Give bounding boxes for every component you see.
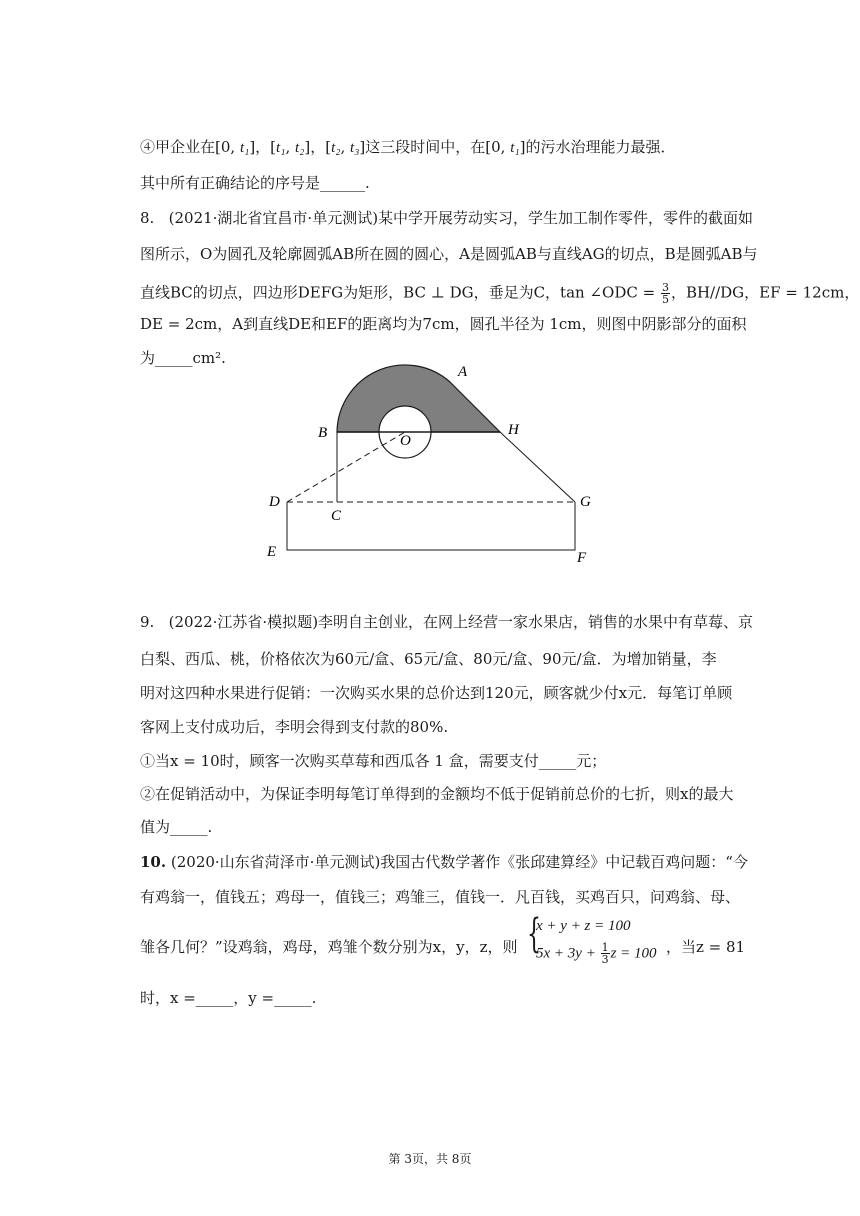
label-B: B	[318, 425, 328, 441]
q8-line-3: 直线BC的切点，四边形DEFG为矩形，BC ⊥ DG，垂足为C，tan ∠ODC = $\frac{3}{5}$ ，BH//DG，EF = 12cm，	[140, 281, 860, 306]
q8-line-4: DE = 2cm，A到直线DE和EF的距离均为7cm，圆孔半径为 1cm，则图中阴影部分的面积	[140, 315, 747, 333]
label-H: H	[508, 422, 519, 438]
page-footer: 第 3页，共 8页	[388, 1152, 472, 1166]
q9-line-2: 白梨、西瓜、桃，价格依次为60元/盒、65元/盒、80元/盒、90元/盒．为增加销量，李	[140, 650, 717, 668]
q9-line-4: 客网上支付成功后，李明会得到支付款的80%.	[140, 718, 449, 736]
q10-number: 10.	[140, 853, 167, 871]
q8-line-1: 8. (2021·湖北省宜昌市·单元测试)某中学开展劳动实习，学生加工制作零件，零件的截面如	[140, 209, 754, 227]
q8-number: 8.	[140, 209, 155, 227]
q10-line-3: 雏各几何？”设鸡翁，鸡母，鸡雏个数分别为x，y，z，则	[140, 938, 518, 956]
q10-line-3-end: ，当z = 81	[666, 938, 746, 956]
q10-line-4: 时，x =_____，y =_____.	[140, 989, 317, 1007]
q9-line-6: ②在促销活动中，为保证李明每笔订单得到的金额均不低于促销前总价的七折，则x的最大	[140, 785, 734, 803]
q8-line-5: 为_____cm².	[140, 349, 226, 367]
line-HG	[500, 432, 575, 502]
q9-line-7: 值为_____.	[140, 818, 213, 836]
q9-line-5: ①当x = 10时，顾客一次购买草莓和西瓜各 1 盒，需要支付_____元；	[140, 752, 607, 770]
q9-number: 9.	[140, 613, 155, 631]
fraction-1-3: $\frac{1}{3}$	[601, 941, 609, 966]
fraction-3-5: $\frac{3}{5}$	[661, 281, 669, 306]
label-C: C	[331, 508, 342, 524]
q7-answer-line: 其中所有正确结论的序号是______.	[140, 174, 370, 192]
q8-line-2: 图所示，O为圆孔及轮廓圆弧AB所在圆的圆心，A是圆弧AB与直线AG的切点，B是圆弧AB与	[140, 245, 758, 263]
equation-1: x + y + z = 100	[536, 918, 631, 934]
label-G: G	[580, 494, 591, 510]
q10-line-1: 10. (2020·山东省菏泽市·单元测试)我国古代数学著作《张邱建算经》中记载百鸡问题：“今	[140, 853, 748, 871]
equation-system-brace: {	[527, 911, 541, 957]
label-E: E	[267, 544, 277, 560]
label-O: O	[400, 433, 411, 449]
q7-statement-4: ④甲企业在[0, t₁]，[t₁, t₂]，[t₂, t₃]这三段时间中，在[0, t₁]的污水治理能力最强．	[140, 138, 676, 156]
equation-2: 5x + 3y + $\frac{1}{3}$ z = 100	[536, 941, 657, 966]
q9-line-3: 明对这四种水果进行促销：一次购买水果的总价达到120元，顾客就少付x元．每笔订单顾	[140, 684, 733, 702]
q9-line-1: 9. (2022·江苏省·模拟题)李明自主创业，在网上经营一家水果店，销售的水果中有草莓、京	[140, 613, 754, 631]
q10-line-2: 有鸡翁一，值钱五；鸡母一，值钱三；鸡雏三，值钱一．凡百钱，买鸡百只，问鸡翁、母、	[140, 888, 741, 906]
label-D: D	[269, 494, 280, 510]
label-A: A	[458, 364, 468, 380]
label-F: F	[577, 550, 587, 566]
part-cross-section-figure	[255, 348, 615, 578]
